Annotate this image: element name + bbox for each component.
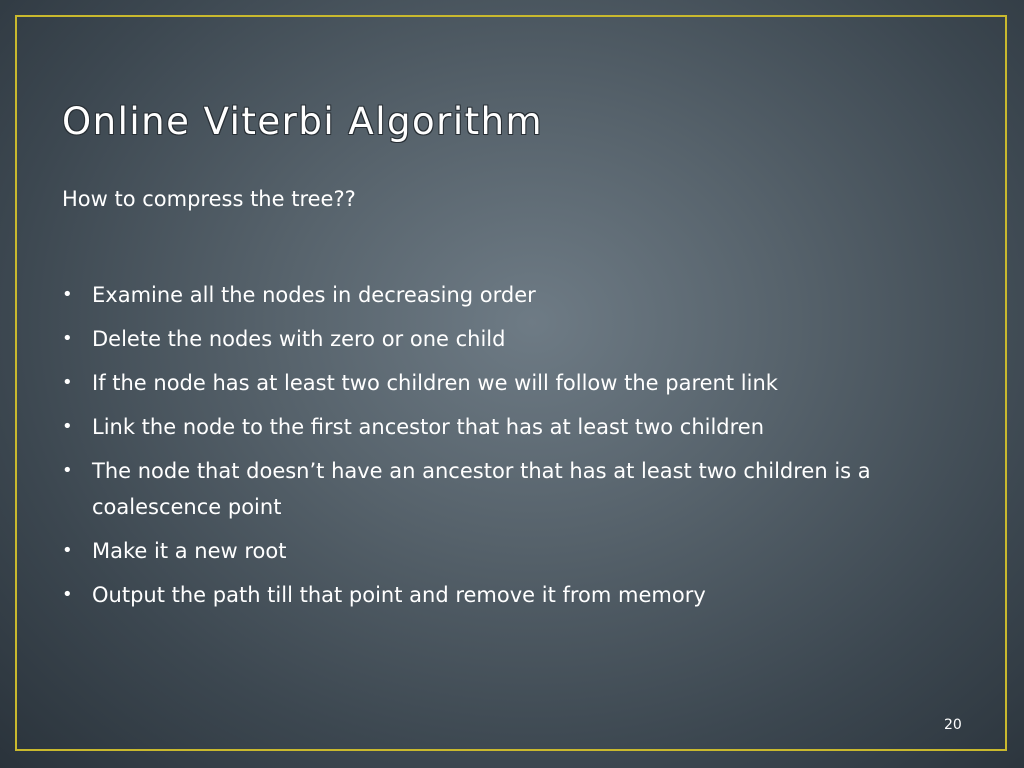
bullet-item — [62, 453, 952, 525]
bullet-icon: • — [62, 284, 73, 305]
bullet-text: Delete the nodes with zero or one child — [92, 327, 506, 351]
bullet-item — [62, 409, 952, 445]
bullet-icon: • — [62, 372, 73, 393]
bullet-icon: • — [62, 328, 73, 349]
bullet-icon: • — [62, 540, 73, 561]
bullet-icon: • — [62, 416, 73, 437]
page-number: 20 — [944, 717, 962, 733]
bullet-item — [62, 365, 952, 401]
bullet-text: Examine all the nodes in decreasing order — [92, 283, 536, 307]
bullet-icon: • — [62, 584, 73, 605]
bullet-list — [62, 277, 952, 621]
slide-title: Online Viterbi Algorithm — [62, 100, 544, 143]
bullet-item — [62, 321, 952, 357]
slide-subtitle: How to compress the tree?? — [62, 187, 356, 211]
bullet-text: Output the path till that point and remove it from memory — [92, 583, 706, 607]
bullet-text: Make it a new root — [92, 539, 287, 563]
bullet-item — [62, 577, 952, 613]
bullet-text: Link the node to the first ancestor that has at least two children — [92, 415, 765, 439]
bullet-text: If the node has at least two children we will follow the parent link — [92, 371, 778, 395]
bullet-item — [62, 277, 952, 313]
bullet-text: The node that doesn’t have an ancestor that has at least two children is a coalescence point — [92, 459, 871, 519]
bullet-item — [62, 533, 952, 569]
bullet-icon: • — [62, 460, 73, 481]
